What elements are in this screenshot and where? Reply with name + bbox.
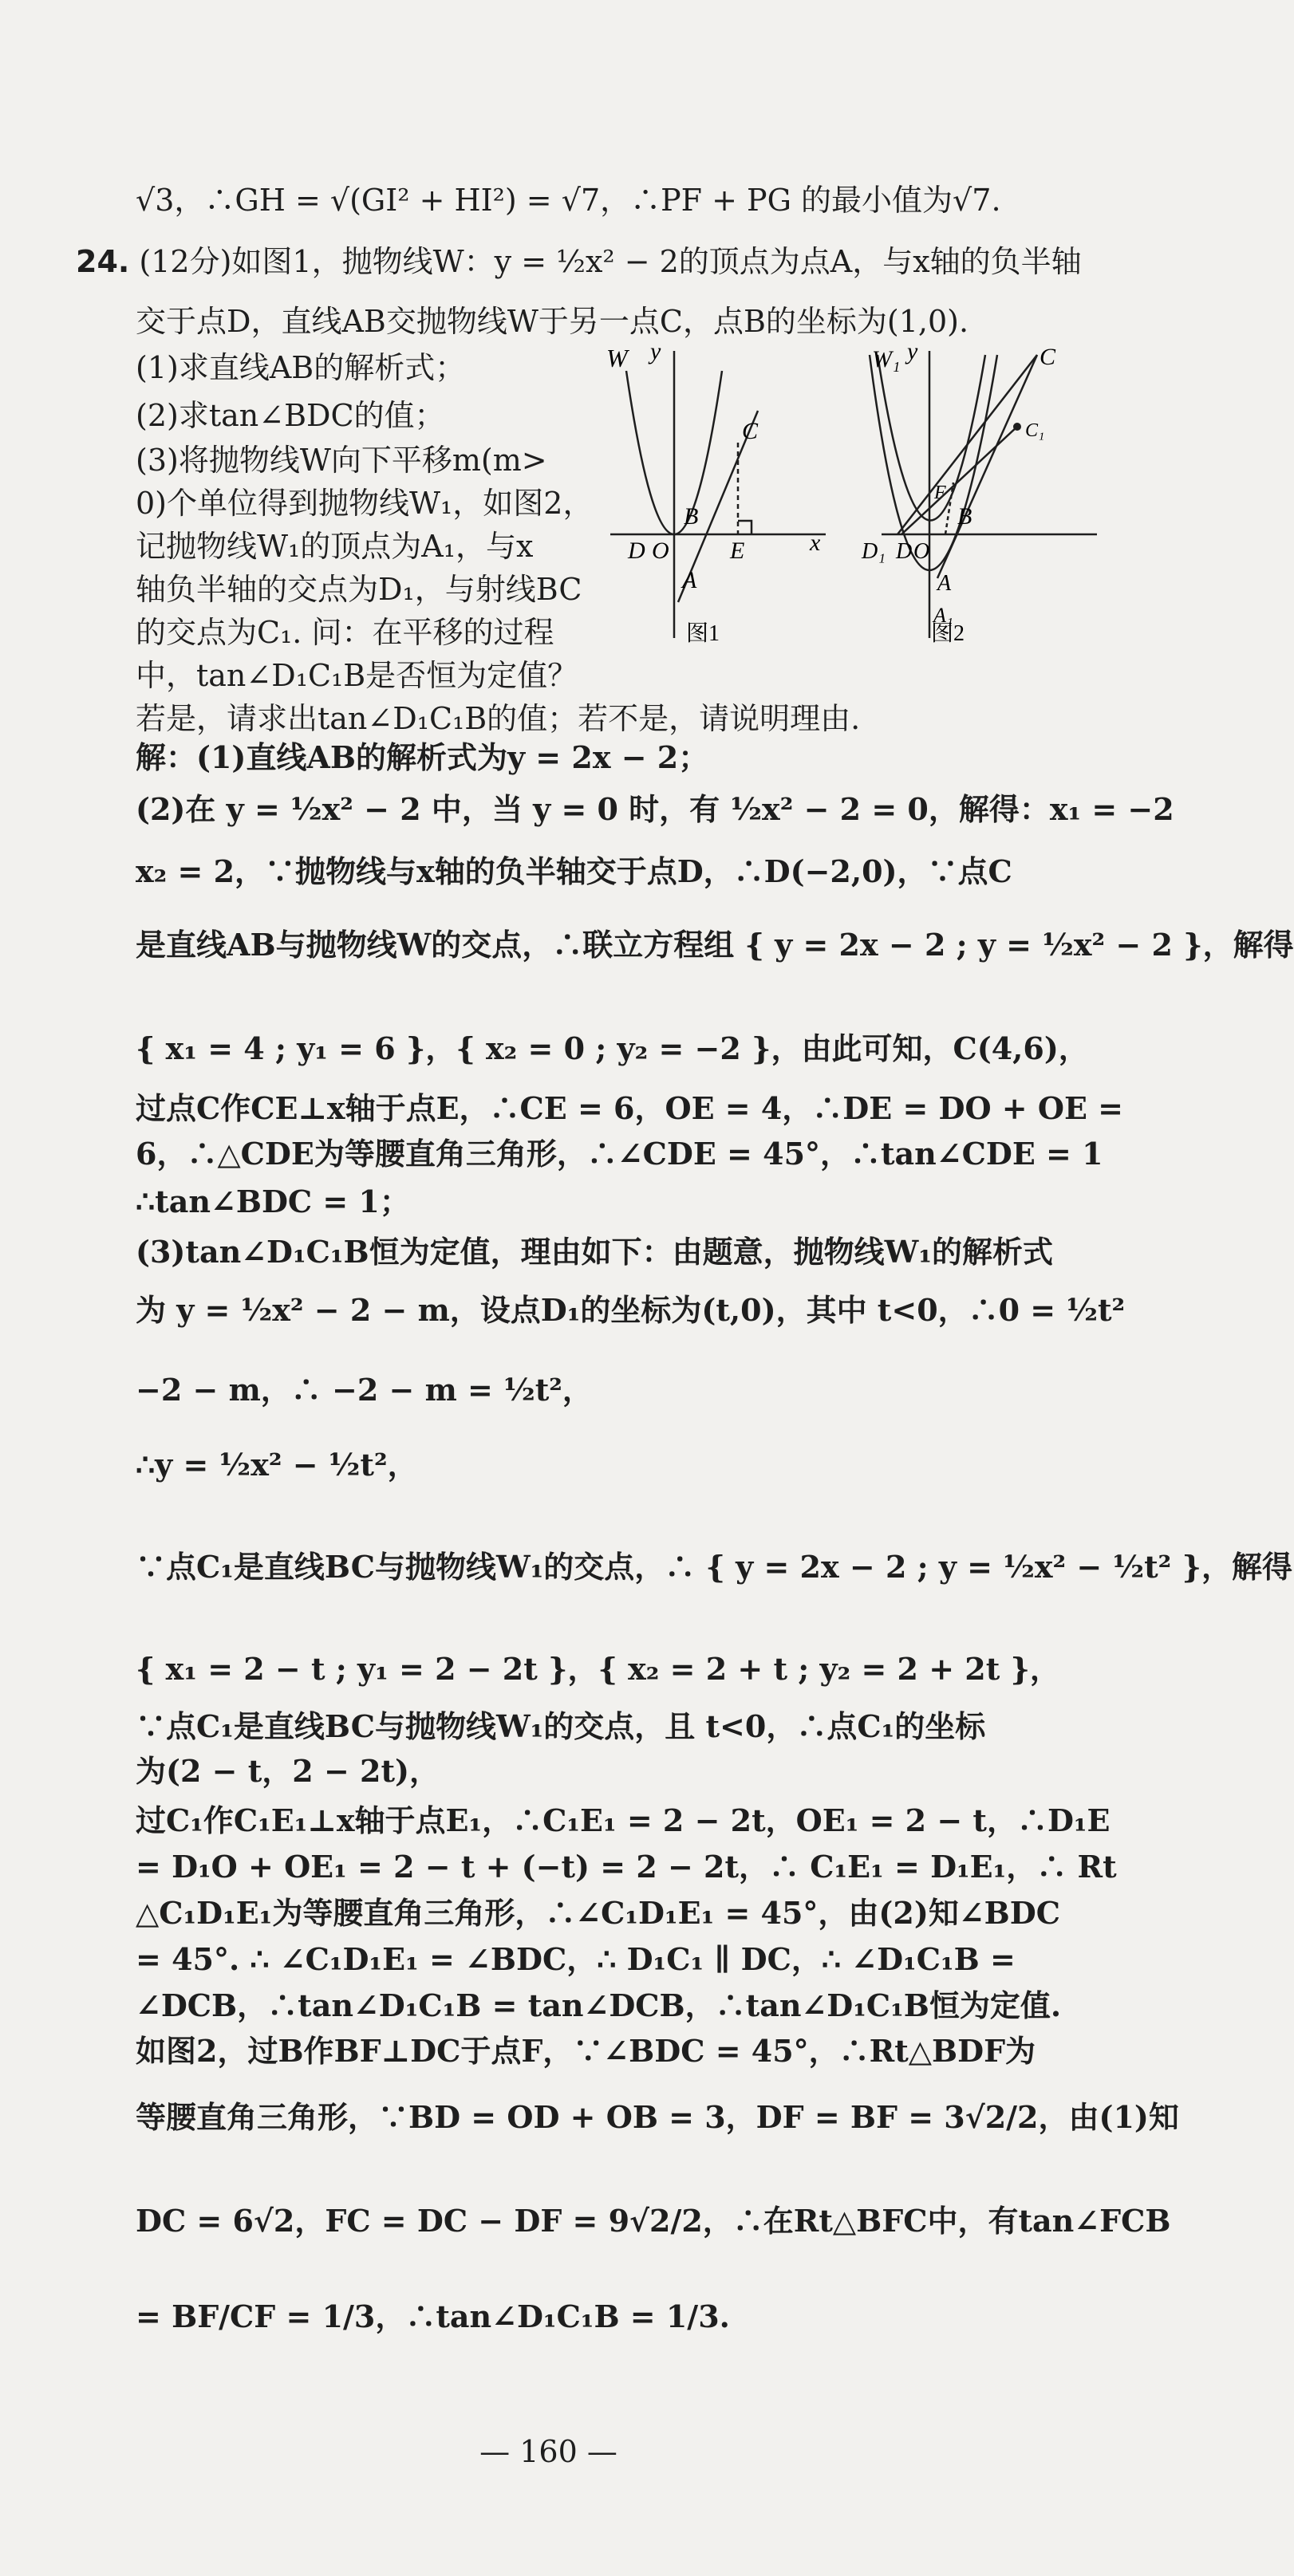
solution-part-3-line-8: 为(2 − t，2 − 2t)，: [136, 1753, 440, 1789]
solution-part-3-line-14: 如图2，过B作BF⊥DC于点F，∵∠BDC = 45°，∴Rt△BDF为: [136, 2033, 1036, 2069]
solution-part-3-line-11: △C₁D₁E₁为等腰直角三角形，∴∠C₁D₁E₁ = 45°，由(2)知∠BDC: [136, 1895, 1060, 1931]
label-c1: C₁: [1025, 420, 1045, 441]
label-a: A: [682, 567, 697, 593]
label-f: F: [934, 483, 946, 503]
page-number: — 160 —: [479, 2434, 617, 2469]
label-c: C: [742, 418, 759, 444]
solution-part-3-line-2: 为 y = ½x² − 2 − m，设点D₁的坐标为(t,0)，其中 t<0，∴0 = ½t²: [136, 1292, 1126, 1328]
solution-part-3-line-4: ∴y = ½x² − ½t²，: [136, 1447, 418, 1483]
question-part-3-line-7: 若是，请求出tan∠D₁C₁B的值；若不是，请说明理由.: [136, 701, 861, 736]
solution-line-2: (2)在 y = ½x² − 2 中，当 y = 0 时，有 ½x² − 2 = 0，解得：x₁ = −2: [136, 791, 1174, 827]
label-b: B: [957, 503, 972, 530]
solution-line-6: 过点C作CE⊥x轴于点E，∴CE = 6，OE = 4，∴DE = DO + OE =: [136, 1090, 1124, 1126]
point-c1: [1013, 423, 1021, 431]
solution-part-3-line-15: 等腰直角三角形，∵BD = OD + OB = 3，DF = BF = 3√2/2，由(1)知: [136, 2099, 1179, 2135]
solution-part-3-line-13: ∠DCB，∴tan∠D₁C₁B = tan∠DCB，∴tan∠D₁C₁B恒为定值.: [136, 1987, 1062, 2023]
label-a: A: [937, 571, 952, 596]
label-d: D: [628, 538, 645, 564]
label-w: W: [606, 344, 628, 372]
solution-part-1: 解：(1)直线AB的解析式为y = 2x − 2；: [136, 739, 709, 775]
figure-2-caption: 图2: [931, 621, 965, 646]
label-o: O: [913, 539, 930, 564]
figure-2-graph: [858, 339, 1097, 650]
page-number-value: 160: [519, 2434, 578, 2469]
solution-part-3-line-17: = BF/CF = 1/3，∴tan∠D₁C₁B = 1/3.: [136, 2298, 730, 2334]
label-o: O: [652, 538, 669, 564]
label-y: y: [907, 338, 918, 364]
label-x: x: [810, 530, 821, 556]
label-w1: W₁: [872, 346, 901, 372]
question-number: 24.: [76, 244, 130, 279]
question-24-line-2: 交于点D，直线AB交抛物线W于另一点C，点B的坐标为(1,0).: [136, 304, 969, 339]
question-part-3-line-2: 0)个单位得到抛物线W₁，如图2，: [136, 486, 594, 521]
question-part-3-line-1: (3)将抛物线W向下平移m(m>: [136, 443, 547, 478]
question-stem: (12分)如图1，抛物线W：y = ½x² − 2的顶点为点A，与x轴的负半轴: [139, 244, 1082, 279]
figure-1: [594, 339, 834, 653]
solution-line-5: { x₁ = 4 ; y₁ = 6 }，{ x₂ = 0 ; y₂ = −2 }，由此可知，C(4,6)，: [136, 1030, 1089, 1066]
solution-part-3-line-1: (3)tan∠D₁C₁B恒为定值，理由如下：由题意，抛物线W₁的解析式: [136, 1234, 1053, 1270]
solution-part-3-line-5: ∵点C₁是直线BC与抛物线W₁的交点，∴ { y = 2x − 2 ; y = ½x² − ½t² }，解得: [136, 1549, 1292, 1585]
label-e: E: [730, 538, 745, 564]
question-part-3-line-3: 记抛物线W₁的顶点为A₁，与x: [136, 529, 534, 564]
question-part-2: (2)求tan∠BDC的值；: [136, 398, 445, 433]
solution-part-3-line-9: 过C₁作C₁E₁⊥x轴于点E₁，∴C₁E₁ = 2 − 2t，OE₁ = 2 − t，∴D₁E: [136, 1802, 1111, 1838]
figure-1-caption: 图1: [686, 621, 720, 646]
solution-part-3-line-3: −2 − m，∴ −2 − m = ½t²，: [136, 1372, 593, 1408]
solution-line-7: 6，∴△CDE为等腰直角三角形，∴∠CDE = 45°，∴tan∠CDE = 1: [136, 1136, 1103, 1172]
solution-part-3-line-12: = 45°. ∴ ∠C₁D₁E₁ = ∠BDC，∴ D₁C₁ ∥ DC，∴ ∠D₁C₁B =: [136, 1941, 1016, 1977]
label-y: y: [650, 338, 661, 364]
question-part-3-line-4: 轴负半轴的交点为D₁，与射线BC: [136, 572, 582, 607]
line-bc: [937, 355, 1037, 578]
figure-2: [858, 339, 1097, 653]
question-part-3-line-5: 的交点为C₁. 问：在平移的过程: [136, 615, 554, 650]
text-line-1: √3，∴GH = √(GI² + HI²) = √7，∴PF + PG 的最小值为√7.: [136, 183, 1001, 218]
figure-1-graph: [594, 339, 834, 650]
label-c: C: [1040, 344, 1056, 370]
solution-part-3-line-16: DC = 6√2，FC = DC − DF = 9√2/2，∴在Rt△BFC中，有tan∠FCB: [136, 2203, 1171, 2239]
label-b: B: [684, 503, 699, 530]
solution-part-3-line-6: { x₁ = 2 − t ; y₁ = 2 − 2t }，{ x₂ = 2 + t ; y₂ = 2 + 2t }，: [136, 1651, 1060, 1687]
solution-part-3-line-7: ∵点C₁是直线BC与抛物线W₁的交点，且 t<0，∴点C₁的坐标: [136, 1708, 986, 1744]
question-part-3-line-6: 中，tan∠D₁C₁B是否恒为定值？: [136, 658, 578, 693]
solution-line-8: ∴tan∠BDC = 1；: [136, 1184, 410, 1219]
solution-part-3-line-10: = D₁O + OE₁ = 2 − t + (−t) = 2 − 2t，∴ C₁E₁ = D₁E₁，∴ Rt: [136, 1849, 1117, 1885]
question-24-line-1: [76, 242, 1097, 282]
solution-line-4: 是直线AB与抛物线W的交点，∴联立方程组 { y = 2x − 2 ; y = ½x² − 2 }，解得: [136, 927, 1294, 963]
label-d1: D₁: [862, 539, 886, 564]
question-part-1: (1)求直线AB的解析式；: [136, 350, 466, 385]
label-a1: A₁: [933, 604, 953, 627]
right-angle-mark: [738, 521, 752, 534]
solution-line-3: x₂ = 2，∵抛物线与x轴的负半轴交于点D，∴D(−2,0)，∵点C: [136, 853, 1012, 889]
label-d: D: [896, 539, 913, 564]
